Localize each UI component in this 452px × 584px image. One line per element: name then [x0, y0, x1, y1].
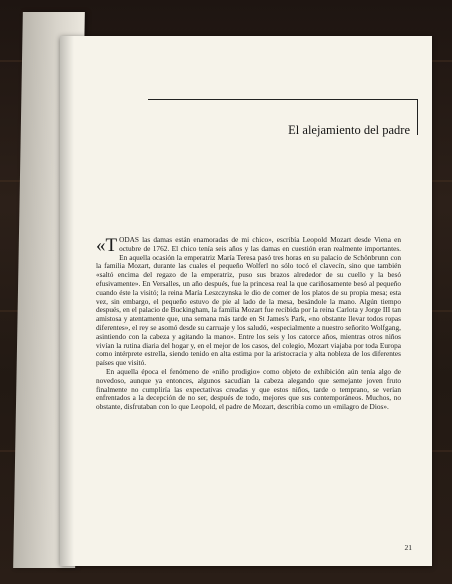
chapter-title: El alejamiento del padre — [288, 123, 410, 137]
book-page — [60, 36, 432, 566]
paragraph-2: En aquella época el fenómeno de «niño prodigio» como objeto de exhibición aún tenía algo de novedoso, aunque ya entonces, algunos sacudían la cabeza alegando que semejante joven fruto finalmente no cumpliría las expectativas creadas y que estos niños, tarde o temprano, se verían enfrentados a la decepción de no ser, después de todo, mejores que sus contemporáneos. Muchos, no obstante, disfrutaban con lo que Leopold, el padre de Mozart, describía como un «milagro de Dios». — [96, 366, 401, 412]
body-text — [96, 236, 401, 412]
page-number: 21 — [404, 543, 412, 552]
chapter-rule-vertical — [417, 99, 418, 135]
chapter-rule-horizontal — [148, 99, 418, 100]
drop-cap: «T — [96, 235, 118, 256]
paragraph-1-text: ODAS las damas están enamoradas de mi chico», escribía Leopold Mozart desde Viena en octubre de 1762. El chico tenía seis años y las damas en cuestión eran realmente importantes. En aquella ocasión la emperatriz María Teresa pasó tres horas en su palacio de Schönbrunn con la familia Mozart, durante las cuales el pequeño Wolferl no sólo tocó el clavecín, sino que también «saltó encima del regazo de la emperatriz, puso sus brazos alrededor de su cuello y la besó efusivamente». En Versalles, un año después, fue la princesa real la que cariñosamente besó al pequeño cuando éste la visitó; la reina María Leszczynska le dio de comer de los platos de su propia mesa; esta vez, sin embargo, el pequeño estuvo de pie al lado de la mesa, besándole la mano. Algún tiempo después, en el palacio de Buckingham, la familia Mozart fue recibida por la reina Carlota y Jorge III tan amistosa y atentamente que, una semana más tarde en St James's Park, «no obstante llevar todos ropas diferentes», el rey se asomó desde su carruaje y los saludó, «especialmente a nuestro señorito Wolfgang, asintiendo con la cabeza y agitando la mano». Entre los seis y los catorce años, mientras otros niños vivían la rutina diaria del hogar y, en el mejor de los casos, del colegio, Mozart viajaba por toda Europa como intérprete estrella, siendo tenido en alta estima por la aristocracia y alta nobleza de los diferentes países que visitó. — [96, 235, 401, 368]
paragraph-1 — [96, 236, 401, 368]
gutter-shadow — [60, 36, 74, 566]
